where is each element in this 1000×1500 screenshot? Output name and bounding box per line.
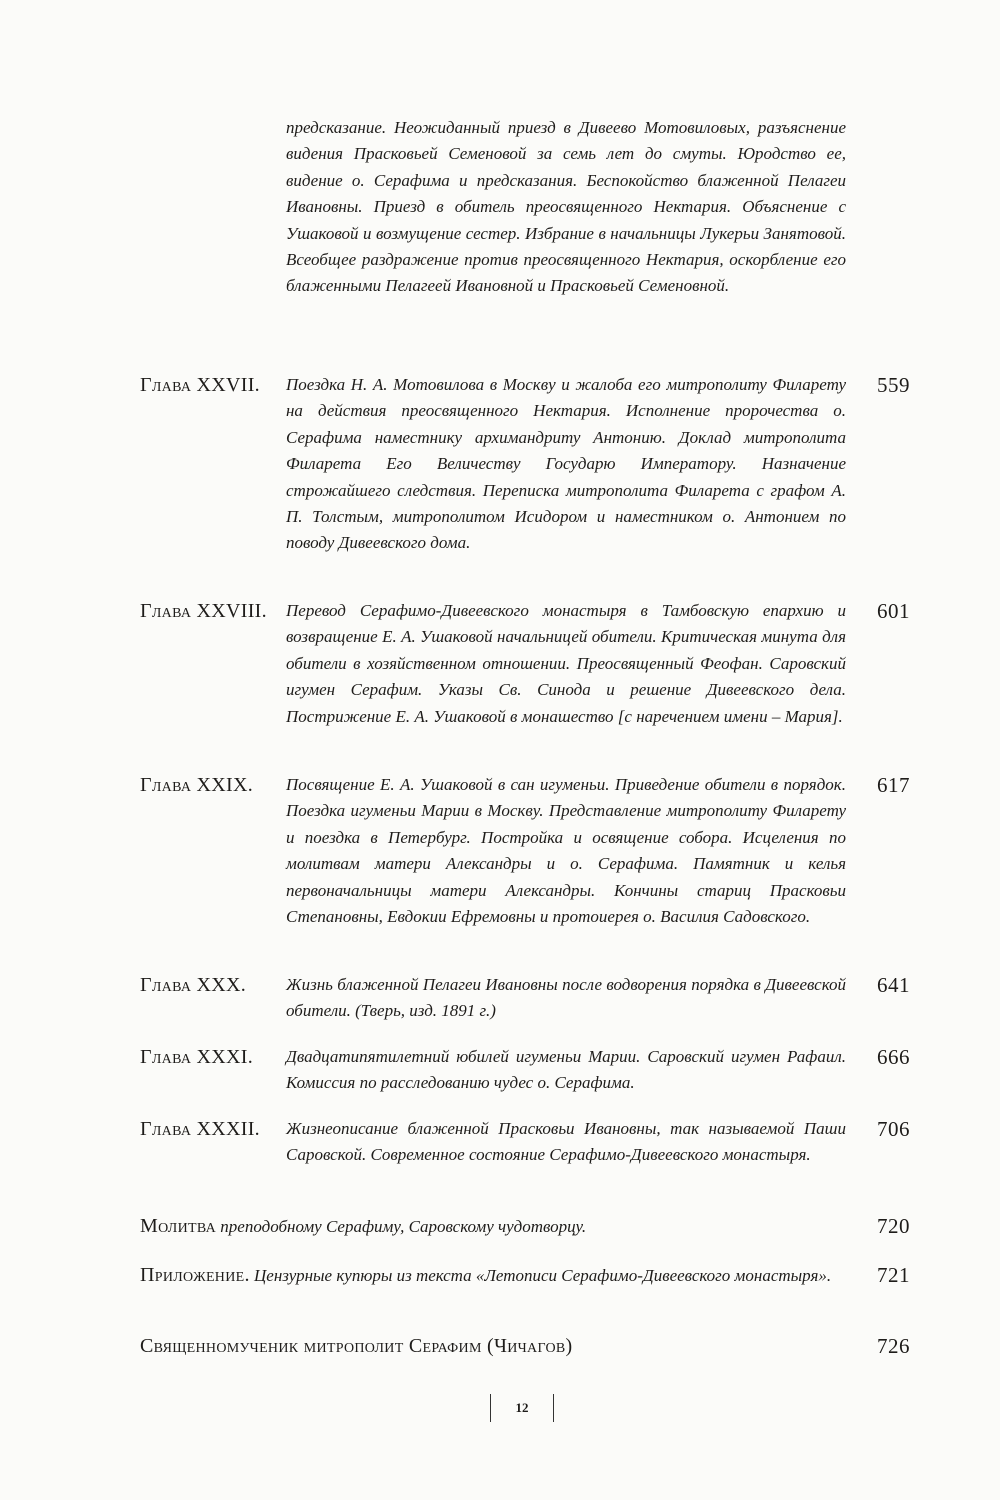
toc-entry-appendix[interactable] <box>140 1262 910 1289</box>
page-number: 706 <box>877 1117 910 1141</box>
page-folio: 12 <box>490 1394 554 1422</box>
toc-entry-biography[interactable] <box>140 1333 910 1360</box>
chapter-label: Глава XXXII. <box>140 1118 260 1140</box>
chapter-label: Глава XXIX. <box>140 774 254 796</box>
page-number: 559 <box>877 373 910 397</box>
entry-line <box>140 1333 845 1360</box>
chapter-description: Поездка Н. А. Мотовилова в Москву и жалоба его митрополиту Филарету на действия преосвященного Нектария. Исполнение пророчества о. Серафима наместнику архимандриту Антонию. Доклад митрополита Филарета Его Величеству Государю Императору. Назначение строжайшего следствия. Переписка митрополита Филарета с графом А. П. Толстым, митрополитом Исидором и наместником о. Антонием по поводу Дивеевского дома. <box>286 375 846 553</box>
entry-label: Приложение. <box>140 1264 250 1286</box>
toc-entry-prayer[interactable] <box>140 1213 910 1240</box>
page-number: 641 <box>877 973 910 997</box>
entry-description: преподобному Серафиму, Саровскому чудотворцу. <box>220 1217 587 1236</box>
page-number: 601 <box>877 599 910 623</box>
chapter-description: Двадцатипятилетний юбилей игуменьи Марии. Саровский игумен Рафаил. Комиссия по расследованию чудес о. Серафима. <box>286 1047 846 1093</box>
page-number: 666 <box>877 1045 910 1069</box>
page-number: 720 <box>877 1214 910 1238</box>
page-number: 726 <box>877 1334 910 1358</box>
chapter-label: Глава XXVIII. <box>140 600 267 622</box>
entry-label: Священномученик митрополит Серафим (Чичагов) <box>140 1335 573 1357</box>
chapter-description: Перевод Серафимо-Дивеевского монастыря в Тамбовскую епархию и возвращение Е. А. Ушаковой начальницей обители. Критическая минута для обители в хозяйственном отношении. Преосвященный Феофан. Саровский игумен Серафим. Указы Св. Синода и решение Дивеевского дела. Пострижение Е. А. Ушаковой в монашество [с наречением имени – Мария]. <box>286 601 846 726</box>
chapter-label: Глава XXVII. <box>140 374 260 396</box>
entry-line <box>140 1262 845 1289</box>
chapter-description: Посвящение Е. А. Ушаковой в сан игуменьи. Приведение обители в порядок. Поездка игуменьи Марии в Москву. Представление митрополиту Филарету и поездка в Петербург. Постройка и освящение собора. Исцеления по молитвам матери Александры и о. Серафима. Памятник и келья первоначальницы матери Александры. Кончины стариц Прасковьи Степановны, Евдокии Ефремовны и протоиерея о. Василия Садовского. <box>286 775 846 927</box>
chapter-description: Жизнь блаженной Пелагеи Ивановны после водворения порядка в Дивеевской обители. (Тверь, изд. 1891 г.) <box>286 975 846 1021</box>
chapter-label: Глава XXX. <box>140 974 247 996</box>
continuation-text: предсказание. Неожиданный приезд в Дивеево Мотовиловых, разъяснение видения Прасковьей Семеновой за семь лет до смуты. Юродство ее, видение о. Серафима и предсказания. Беспокойство блаженной Пелагеи Ивановны. Приезд в обитель преосвященного Нектария. Объяснение с Ушаковой и возмущение сестер. Избрание в начальницы Лукерьи Занятовой. Всеобщее раздражение против преосвященного Нектария, оскорбление его блаженными Пелагеей Ивановной и Прасковьей Семеновной. <box>286 118 846 296</box>
page-number: 617 <box>877 773 910 797</box>
chapter-label: Глава XXXI. <box>140 1046 254 1068</box>
entry-line <box>140 1213 845 1240</box>
chapter-description: Жизнеописание блаженной Прасковьи Ивановны, так называемой Паши Саровской. Современное состояние Серафимо-Дивеевского монастыря. <box>286 1119 846 1165</box>
entry-label: Молитва <box>140 1215 217 1237</box>
page-number: 721 <box>877 1263 910 1287</box>
entry-description: Цензурные купюры из текста «Летописи Серафимо-Дивеевского монастыря». <box>254 1266 832 1285</box>
